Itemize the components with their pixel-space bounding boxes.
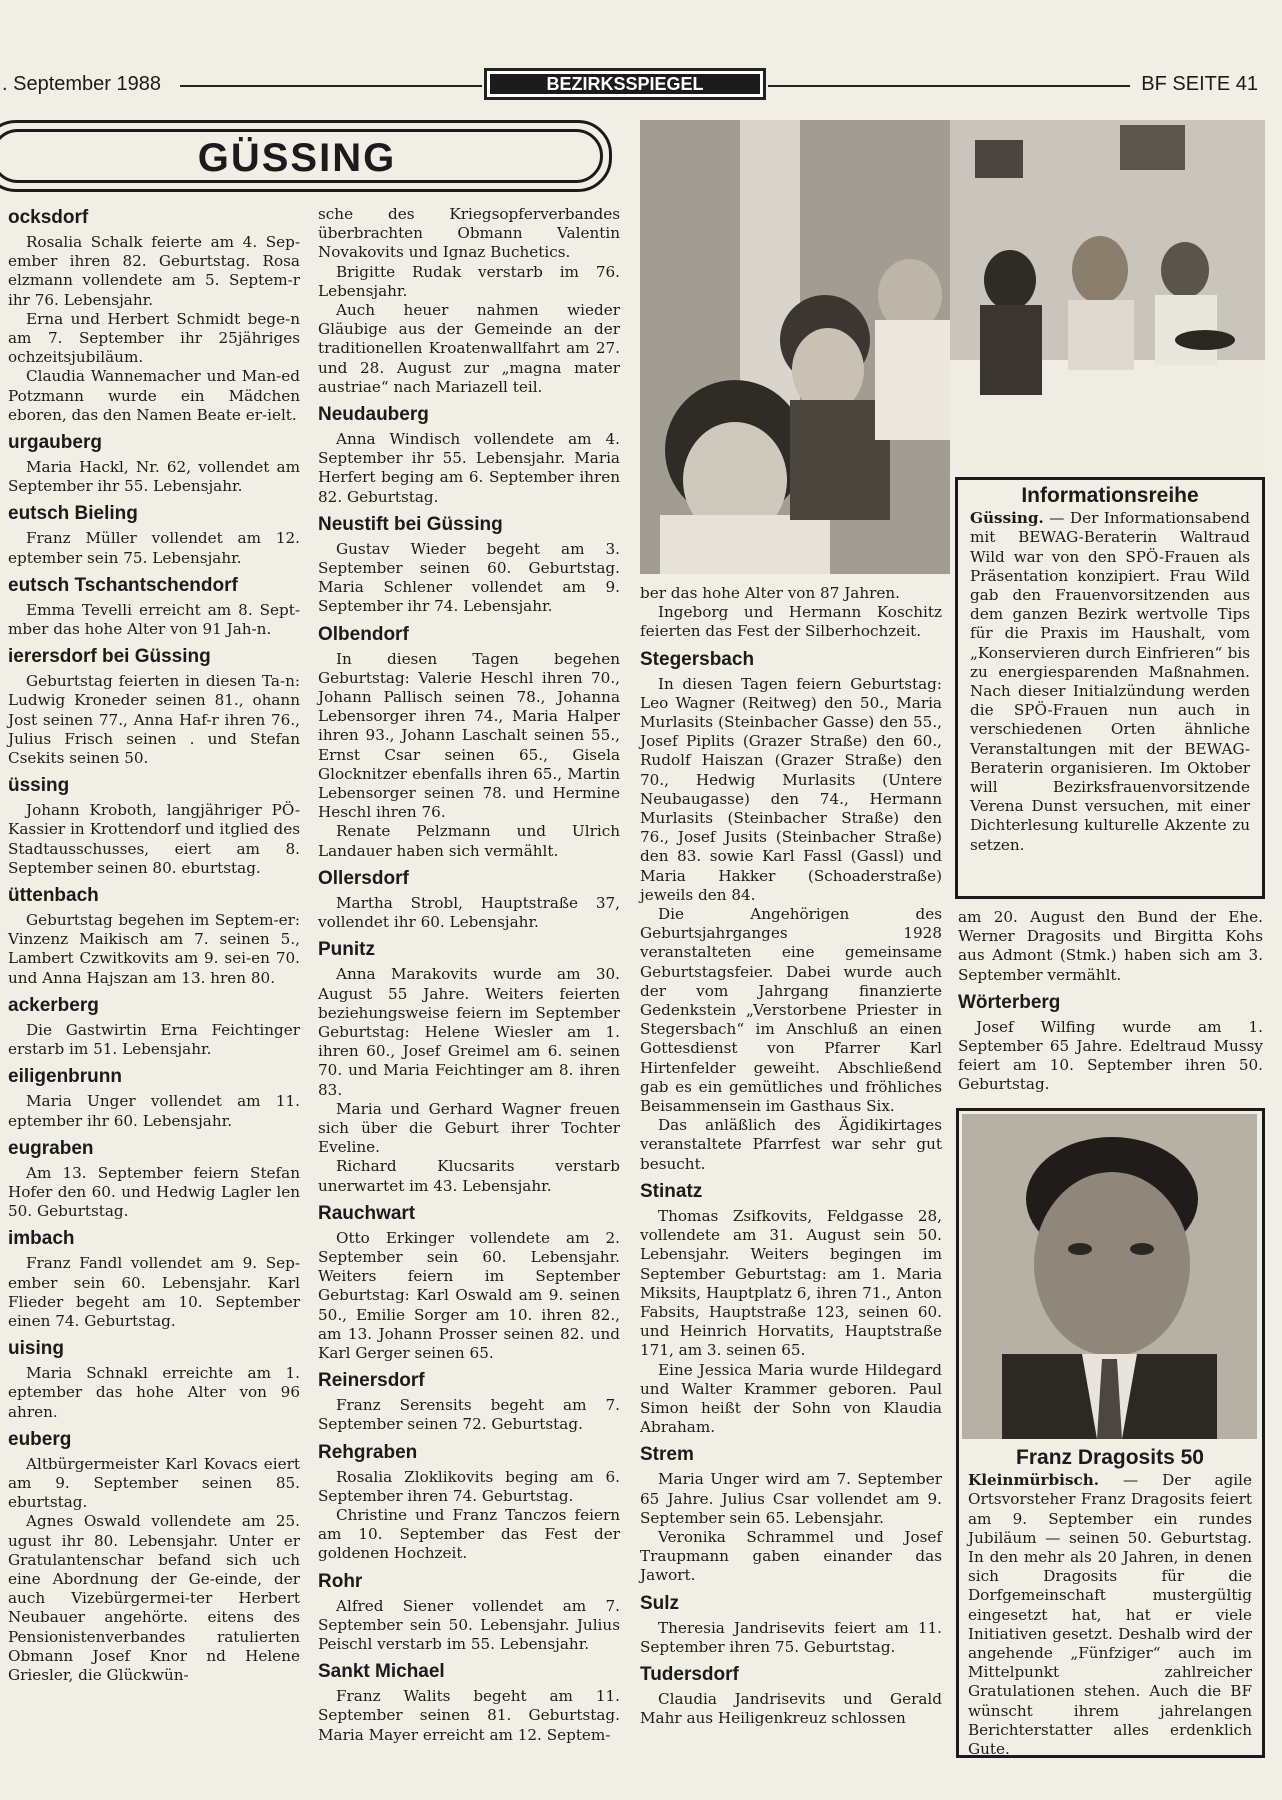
news-paragraph: Am 13. September feiern Stefan Hofer den 60. und Hedwig Lagler len 50. Geburtstag. <box>8 1163 300 1221</box>
place-heading: urgauberg <box>8 432 102 454</box>
column-2 <box>318 205 620 1745</box>
place-heading: Neustift bei Güssing <box>318 513 503 535</box>
place-heading: eiligenbrunn <box>8 1066 122 1088</box>
news-paragraph: sche des Kriegsopferverbandes überbrachten Obmann Valentin Novakovits und Ignaz Buchetics. <box>318 205 620 262</box>
news-paragraph: Anna Windisch vollendete am 4. September ihr 55. Lebensjahr. Maria Herfert beging am 6. September ihren 82. Geburtstag. <box>318 430 620 506</box>
info-text <box>970 509 1250 855</box>
place-heading: Sulz <box>640 1592 680 1614</box>
news-paragraph: Alfred Siener vollendet am 7. September sein 50. Lebensjahr. Julius Peischl verstarb im 55. Lebensjahr. <box>318 1596 620 1653</box>
header-rule-left <box>180 85 482 87</box>
news-paragraph: Auch heuer nahmen wieder Gläubige aus der Gemeinde an der traditionellen Kroatenwallfahrt am 27. und 28. August zur „magna mater austriae“ nach Mariazell teil. <box>318 301 620 396</box>
news-paragraph: Theresia Jandrisevits feiert am 11. September ihren 75. Geburtstag. <box>640 1618 942 1656</box>
place-heading: Tudersdorf <box>640 1663 739 1685</box>
section-banner <box>484 68 766 100</box>
news-paragraph: Maria Unger vollendet am 11. eptember ihr 60. Lebensjahr. <box>8 1092 300 1130</box>
news-paragraph: Franz Fandl vollendet am 9. Sep-ember sein 60. Lebensjahr. Karl Flieder begeht am 10. September einen 74. Geburtstag. <box>8 1254 300 1330</box>
page-header <box>0 68 1270 108</box>
news-paragraph: Anna Marakovits wurde am 30. August 55 Jahre. Weiters feierten beziehungsweise feiern im September Geburtstag: Helene Wiesler am 1. ihren 60., Josef Greimel am 6. seinen 70. und Maria Feichtinger am 8. ihren 83. <box>318 965 620 1099</box>
news-paragraph: Gustav Wieder begeht am 3. September seinen 60. Geburtstag. Maria Schlener vollendet am 9. September ihr 74. Lebensjahr. <box>318 539 620 616</box>
place-heading: eugraben <box>8 1137 94 1159</box>
group-photo-right <box>950 120 1265 475</box>
news-paragraph: Franz Müller vollendet am 12. eptember sein 75. Lebensjahr. <box>8 529 300 567</box>
place-heading: Ollersdorf <box>318 867 409 889</box>
news-paragraph: Agnes Oswald vollendete am 25. ugust ihr 80. Lebensjahr. Unter er Gratulantenschar befand sich uch eine Abordnung der Ge-einde, der auch Vizebürgermei-ter Herbert Neubauer angehörte. eitens des Pensionistenverbandes ratulierten Obmann Josef Knor nd Helene Griesler, die Glückwün- <box>8 1512 300 1684</box>
place-heading: Neudauberg <box>318 404 429 426</box>
news-paragraph: Altbürgermeister Karl Kovacs eiert am 9. September seinen 85. eburtstag. <box>8 1454 300 1512</box>
page-title: GÜSSING <box>197 136 397 180</box>
news-paragraph: Emma Tevelli erreicht am 8. Sept-mber das hohe Alter von 91 Jah-n. <box>8 600 300 639</box>
place-heading: Punitz <box>318 939 375 961</box>
section-name: BEZIRKSSPIEGEL <box>490 74 760 94</box>
news-paragraph: Erna und Herbert Schmidt bege-n am 7. September ihr 25jähriges ochzeitsjubiläum. <box>8 309 300 367</box>
info-title: Informationsreihe <box>1021 484 1199 507</box>
news-paragraph: Geburtstag begehen im Septem-er: Vinzenz Maikisch am 7. seinen 5., Lambert Czwitkovits am 9. sei-en 70. und Anna Hajszan am 13. hren 80. <box>8 911 300 987</box>
place-heading: Rauchwart <box>318 1202 416 1224</box>
news-paragraph: Maria Hackl, Nr. 62, vollendet am September ihr 55. Lebensjahr. <box>8 458 300 496</box>
info-body: — Der Informationsabend mit BEWAG-Beraterin Waltraud Wild war von den SPÖ-Frauen als Präsentation konzipiert. Frau Wild gab den Frauenvorsitzenden aus dem ganzen Bezirk wertvolle Tips für die Praxis im Haushalt, vom „Konservieren durch Einfrieren“ bis zu energiesparenden Maßnahmen. Nach dieser Initialzündung werden die SPÖ-Frauen nun auch in verschiedenen Orten ähnliche Veranstaltungen mit der BEWAG-Beraterin organisieren. Im Oktober will Bezirksfrauenvorsitzende Verena Dunst versuchen, mit einer Dichterlesung kulturelle Akzente zu setzen. <box>970 509 1250 854</box>
group-photo <box>640 120 950 574</box>
news-paragraph: Thomas Zsifkovits, Feldgasse 28, vollendete am 31. August sein 50. Lebensjahr. Weiters begingen im September Geburtstag: am 1. Maria Miksits, Hauptplatz 6, ihren 71., Anton Fabsits, Hauptstraße 123, seinen 60. und Heinrich Horvatits, Hauptstraße 171, am 3. seinen 65. <box>640 1206 942 1360</box>
info-lead: Güssing. <box>970 509 1044 528</box>
place-heading: Rohr <box>318 1570 363 1592</box>
place-heading: Olbendorf <box>318 623 409 645</box>
place-heading: imbach <box>8 1228 75 1250</box>
place-heading: ackerberg <box>8 994 99 1016</box>
portrait-text <box>968 1471 1252 1759</box>
news-paragraph: Claudia Wannemacher und Man-ed Potzmann wurde ein Mädchen eboren, das den Namen Beate er-ielt. <box>8 367 300 424</box>
news-paragraph: ber das hohe Alter von 87 Jahren. <box>640 584 900 602</box>
header-rule-right <box>768 85 1130 87</box>
place-heading: ierersdorf bei Güssing <box>8 646 211 668</box>
news-paragraph: Veronika Schrammel und Josef Traupmann gaben einander das Jawort. <box>640 1527 942 1585</box>
portrait-caption <box>968 1442 1252 1759</box>
news-paragraph: In diesen Tagen feiern Geburtstag: Leo Wagner (Reitweg) den 50., Maria Murlasits (Steinbacher Gasse) den 55., Josef Piplits (Grazer Straße) den 60., Rudolf Haiszan (Grazer Straße) den 70., Hedwig Murlasits (Untere Neubaugasse) den 74., Hermann Murlasits (Steinbacher Straße) den 76., Josef Jusits (Steinbacher Straße) den 83. sowie Karl Fassl (Gassl) und Maria Hakker (Schoaderstraße) jeweils den 84. <box>640 674 942 904</box>
news-paragraph: Richard Klucsarits verstarb unerwartet im 43. Lebensjahr. <box>318 1157 620 1195</box>
group-photo-illustration <box>640 120 950 574</box>
page-number: BF SEITE 41 <box>1141 73 1258 95</box>
news-paragraph: Martha Strobl, Hauptstraße 37, vollendet ihr 60. Lebensjahr. <box>318 893 620 932</box>
title-frame <box>0 120 612 192</box>
news-paragraph: Claudia Jandrisevits und Gerald Mahr aus Heiligenkreuz schlossen <box>640 1689 942 1728</box>
place-heading: üssing <box>8 775 70 797</box>
place-heading: eutsch Bieling <box>8 503 138 525</box>
news-paragraph: Maria Unger wird am 7. September 65 Jahre. Julius Csar vollendet am 9. September sein 65. Lebensjahr. <box>640 1470 942 1527</box>
place-heading: Rehgraben <box>318 1441 418 1463</box>
place-heading: uising <box>8 1338 64 1360</box>
news-paragraph: Renate Pelzmann und Ulrich Landauer haben sich vermählt. <box>318 822 620 860</box>
title-frame-inner <box>0 129 603 183</box>
group-photo-right-illustration <box>950 120 1265 475</box>
place-heading: üttenbach <box>8 885 99 907</box>
info-box-content <box>970 486 1250 855</box>
news-paragraph: Otto Erkinger vollendete am 2. September sein 60. Lebensjahr. Weiters feiern im September Geburtstag: Karl Oswald am 9. seinen 50., Emilie Sorger am 10. ihren 82., am 13. Johann Prosser seinen 82. und Karl Gerger seinen 65. <box>318 1228 620 1362</box>
news-paragraph: Franz Walits begeht am 11. September seinen 81. Geburtstag. Maria Mayer erreicht am 12. Septem- <box>318 1687 620 1744</box>
place-heading: Reinersdorf <box>318 1370 425 1392</box>
place-heading: euberg <box>8 1428 72 1450</box>
news-paragraph: Die Gastwirtin Erna Feichtinger erstarb im 51. Lebensjahr. <box>8 1020 300 1059</box>
column-4 <box>958 908 1263 1095</box>
place-heading: ocksdorf <box>8 207 89 228</box>
news-paragraph: Christine und Franz Tanczos feiern am 10. September das Fest der goldenen Hochzeit. <box>318 1505 620 1563</box>
portrait-photo <box>962 1114 1257 1439</box>
info-box <box>955 477 1265 899</box>
news-paragraph: Josef Wilfing wurde am 1. September 65 Jahre. Edeltraud Mussy feiert am 10. September ihren 50. Geburtstag. <box>958 1017 1263 1094</box>
portrait-lead: Kleinmürbisch. <box>968 1471 1100 1490</box>
news-paragraph: Maria Schnakl erreichte am 1. eptember das hohe Alter von 96 ahren. <box>8 1364 300 1421</box>
portrait-title: Franz Dragosits 50 <box>1016 1446 1204 1469</box>
place-heading: Sankt Michael <box>318 1661 445 1683</box>
place-heading: Strem <box>640 1444 694 1466</box>
portrait-body: — Der agile Ortsvorsteher Franz Dragosits feiert am 9. September ein rundes Jubiläum — seinen 50. Geburtstag. In den mehr als 20 Jahren, in denen sich Dragosits für die Dorfgemeinschaft mustergültig eingesetzt hat, hat er viele Initiativen gesetzt. Deshalb wird der angehende „Fünfziger“ auch im Mittelpunkt zahlreicher Gratulationen stehen. Auch die BF wünscht ihrem jahrelangen Berichterstatter alles erdenklich Gute. <box>968 1471 1252 1759</box>
place-heading: Wörterberg <box>958 991 1061 1013</box>
column-3 <box>640 584 942 1728</box>
place-heading: Stegersbach <box>640 648 755 670</box>
news-paragraph: Ingeborg und Hermann Koschitz feierten das Fest der Silberhochzeit. <box>640 603 942 641</box>
news-paragraph: In diesen Tagen begehen Geburtstag: Valerie Heschl ihren 70., Johann Pallisch seinen 78., Johanna Lebensorger ihren 74., Maria Halper ihren 93., Johann Laschalt seinen 55., Ernst Csar seinen 65., Gisela Glocknitzer ebenfalls ihren 65., Martin Lebensorger seinen 78. und Hermine Heschl ihren 76. <box>318 649 620 822</box>
news-paragraph: Die Angehörigen des Geburtsjahrganges 1928 veranstalteten eine gemeinsame Geburtstagsfeier. Dabei wurde auch der vom Jahrgang finanzierte Gedenkstein „Verstorbene Priester in Stegersbach“ im Anschluß an einen Gottesdienst von Pfarrer Karl Hirtenfelder geweiht. Abschließend gab es ein gemütliches und fröhliches Beisammensein im Gasthaus Six. <box>640 905 942 1116</box>
news-paragraph: Brigitte Rudak verstarb im 76. Lebensjahr. <box>318 262 620 300</box>
news-paragraph: am 20. August den Bund der Ehe. Werner Dragosits und Birgitta Kohs aus Admont (Stmk.) haben sich am 3. September vermählt. <box>958 908 1263 984</box>
news-paragraph: Rosalia Zloklikovits beging am 6. September ihren 74. Geburtstag. <box>318 1467 620 1505</box>
news-paragraph: Franz Serensits begeht am 7. September seinen 72. Geburtstag. <box>318 1396 620 1434</box>
portrait-illustration <box>962 1114 1257 1439</box>
news-paragraph: Maria und Gerhard Wagner freuen sich über die Geburt ihrer Tochter Eveline. <box>318 1099 620 1157</box>
place-heading: eutsch Tschantschendorf <box>8 574 238 596</box>
news-paragraph: Rosalia Schalk feierte am 4. Sep-ember ihren 82. Geburtstag. Rosa elzmann vollendete am 5. Septem-r ihr 76. Lebensjahr. <box>8 233 300 309</box>
place-heading: Stinatz <box>640 1180 703 1202</box>
column-1 <box>8 200 300 1685</box>
news-paragraph: Eine Jessica Maria wurde Hildegard und Walter Krammer geboren. Paul Simon heißt der Sohn von Klaudia Abraham. <box>640 1360 942 1437</box>
news-paragraph: Johann Kroboth, langjähriger PÖ-Kassier in Krottendorf und itglied des Stadtausschusses, eiert am 8. September seinen 80. eburtstag. <box>8 801 300 877</box>
news-paragraph: Das anläßlich des Ägidikirtages veranstaltete Pfarrfest war sehr gut besucht. <box>640 1116 942 1173</box>
issue-date: . September 1988 <box>2 73 161 95</box>
news-paragraph: Geburtstag feierten in diesen Ta-n: Ludwig Kroneder seinen 81., ohann Jost seinen 77., Anna Haf-r ihren 76., Julius Frisch seinen . und Stefan Csekits seinen 50. <box>8 672 300 768</box>
